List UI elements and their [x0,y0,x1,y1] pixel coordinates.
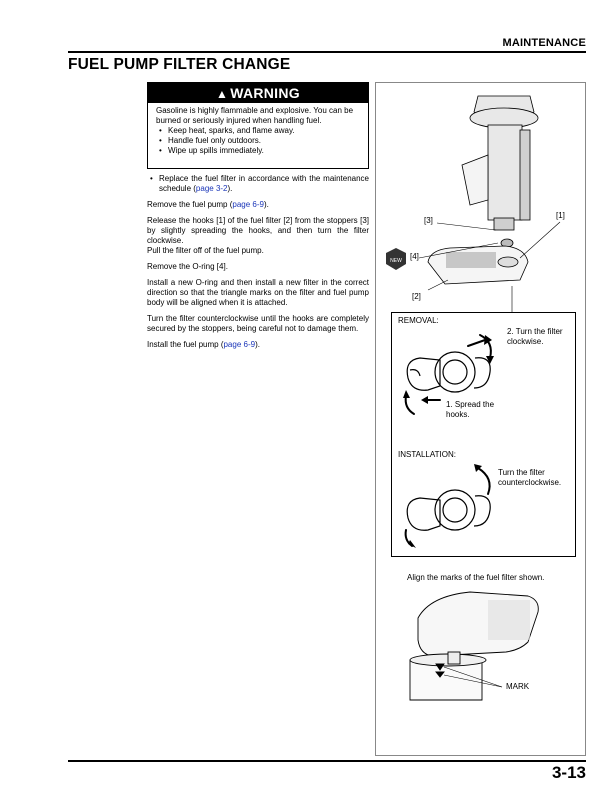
step-install-pump: Install the fuel pump (page 6-9). [147,340,260,349]
warning-heading-text: WARNING [230,85,300,101]
mark-label: MARK [506,682,530,691]
page-link[interactable]: page 6-9 [223,340,256,349]
installation-note: Turn the filter counterclockwise. [498,468,562,487]
removal-step-1: 1. Spread the hooks. [446,400,495,419]
removal-step-2: 2. Turn the filter clockwise. [507,327,563,346]
page-link[interactable]: page 3-2 [195,184,228,193]
callout-2: [2] [412,292,421,301]
warning-bullet: • Keep heat, sparks, and flame away. [156,126,360,136]
align-caption: Align the marks of the fuel filter shown. [407,573,545,582]
warning-intro: Gasoline is highly flammable and explosive. You can be burned or seriously injured when handling fuel. [156,106,354,125]
page-link[interactable]: page 6-9 [232,200,264,209]
svg-text:NEW: NEW [390,258,402,264]
callout-3: [3] [424,216,433,225]
step-replace: • Replace the fuel filter in accordance with the maintenance schedule (page 3-2). [147,174,369,194]
section-header: MAINTENANCE [502,37,586,49]
step-release-hooks: Release the hooks [1] of the fuel filter [2] from the stoppers [3] by slightly spreading the hooks, and then turn the filter clockwise. Pull the filter off of the fuel pump. [147,216,369,255]
removal-label: REMOVAL: [398,316,439,325]
bottom-rule [68,760,586,762]
step-turn-filter: Turn the filter counterclockwise until the hooks are completely secured by the stoppers, being careful not to damage them. [147,314,369,333]
step-install-filter: Install a new O-ring and then install a new filter in the correct direction so that the triangle marks on the filter and fuel pump body will be aligned when it is attached. [147,278,369,307]
installation-label: INSTALLATION: [398,450,456,459]
warning-bullet: • Handle fuel only outdoors. [156,136,360,146]
step-remove-oring: Remove the O-ring [4]. [147,262,228,271]
page-number: 3-13 [551,763,586,782]
page-title: FUEL PUMP FILTER CHANGE [68,56,291,73]
warning-triangle-icon: ▲ [216,87,229,101]
warning-bullet: • Wipe up spills immediately. [156,146,360,156]
step-remove-pump: Remove the fuel pump (page 6-9). [147,200,269,209]
callout-4: [4] [410,252,419,261]
callout-1: [1] [556,211,565,220]
